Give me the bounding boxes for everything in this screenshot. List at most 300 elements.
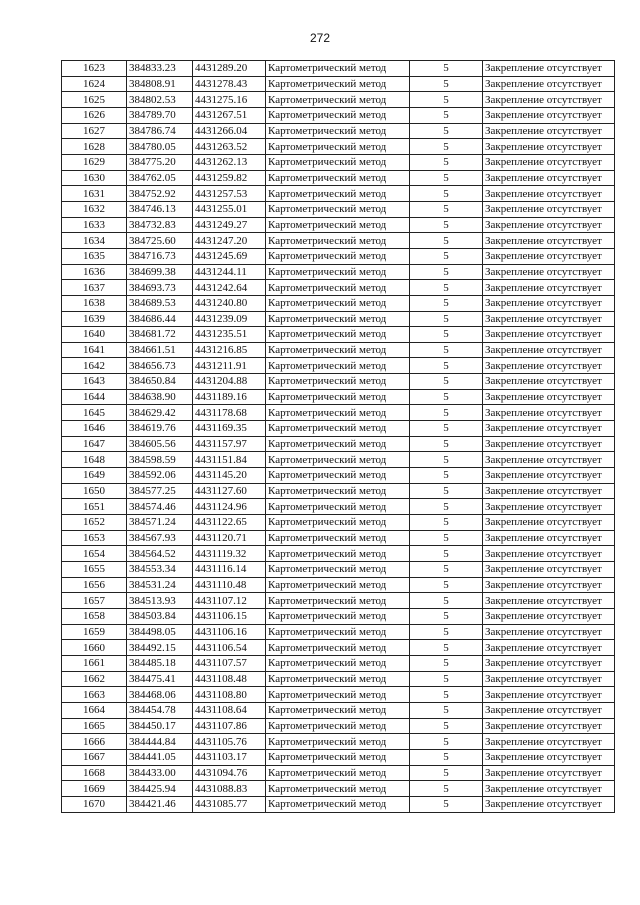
coordinate-x-cell: 384492.15 — [127, 640, 193, 656]
coordinate-x-cell: 384629.42 — [127, 405, 193, 421]
fixing-description-cell: Закрепление отсутствует — [483, 358, 615, 374]
point-number-cell: 1665 — [62, 718, 127, 734]
accuracy-cell: 5 — [410, 76, 483, 92]
method-cell: Картометрический метод — [266, 405, 410, 421]
table-row — [62, 327, 615, 343]
accuracy-cell: 5 — [410, 671, 483, 687]
coordinate-x-cell: 384577.25 — [127, 483, 193, 499]
fixing-description-cell: Закрепление отсутствует — [483, 687, 615, 703]
coordinate-x-cell: 384553.34 — [127, 562, 193, 578]
coordinate-y-cell: 4431124.96 — [193, 499, 266, 515]
method-cell: Картометрический метод — [266, 530, 410, 546]
table-row — [62, 796, 615, 812]
coordinate-y-cell: 4431108.64 — [193, 702, 266, 718]
accuracy-cell: 5 — [410, 264, 483, 280]
accuracy-cell: 5 — [410, 530, 483, 546]
coordinate-y-cell: 4431275.16 — [193, 92, 266, 108]
point-number-cell: 1659 — [62, 624, 127, 640]
coordinate-y-cell: 4431108.80 — [193, 687, 266, 703]
point-number-cell: 1648 — [62, 452, 127, 468]
fixing-description-cell: Закрепление отсутствует — [483, 452, 615, 468]
point-number-cell: 1670 — [62, 796, 127, 812]
table-row — [62, 593, 615, 609]
method-cell: Картометрический метод — [266, 655, 410, 671]
method-cell: Картометрический метод — [266, 295, 410, 311]
fixing-description-cell: Закрепление отсутствует — [483, 749, 615, 765]
coordinate-y-cell: 4431267.51 — [193, 107, 266, 123]
coordinate-x-cell: 384567.93 — [127, 530, 193, 546]
point-number-cell: 1628 — [62, 139, 127, 155]
point-number-cell: 1642 — [62, 358, 127, 374]
accuracy-cell: 5 — [410, 734, 483, 750]
fixing-description-cell: Закрепление отсутствует — [483, 217, 615, 233]
method-cell: Картометрический метод — [266, 749, 410, 765]
table-row — [62, 311, 615, 327]
table-row — [62, 749, 615, 765]
coordinate-y-cell: 4431257.53 — [193, 186, 266, 202]
method-cell: Картометрический метод — [266, 734, 410, 750]
coordinate-x-cell: 384699.38 — [127, 264, 193, 280]
method-cell: Картометрический метод — [266, 765, 410, 781]
coordinate-y-cell: 4431110.48 — [193, 577, 266, 593]
accuracy-cell: 5 — [410, 233, 483, 249]
method-cell: Картометрический метод — [266, 311, 410, 327]
point-number-cell: 1664 — [62, 702, 127, 718]
point-number-cell: 1655 — [62, 562, 127, 578]
accuracy-cell: 5 — [410, 436, 483, 452]
fixing-description-cell: Закрепление отсутствует — [483, 280, 615, 296]
coordinate-y-cell: 4431157.97 — [193, 436, 266, 452]
coordinate-x-cell: 384802.53 — [127, 92, 193, 108]
fixing-description-cell: Закрепление отсутствует — [483, 374, 615, 390]
table-row — [62, 107, 615, 123]
accuracy-cell: 5 — [410, 781, 483, 797]
coordinate-x-cell: 384725.60 — [127, 233, 193, 249]
method-cell: Картометрический метод — [266, 374, 410, 390]
coordinate-y-cell: 4431178.68 — [193, 405, 266, 421]
coordinate-x-cell: 384681.72 — [127, 327, 193, 343]
point-number-cell: 1626 — [62, 107, 127, 123]
accuracy-cell: 5 — [410, 749, 483, 765]
fixing-description-cell: Закрепление отсутствует — [483, 139, 615, 155]
point-number-cell: 1645 — [62, 405, 127, 421]
fixing-description-cell: Закрепление отсутствует — [483, 655, 615, 671]
fixing-description-cell: Закрепление отсутствует — [483, 671, 615, 687]
fixing-description-cell: Закрепление отсутствует — [483, 421, 615, 437]
coordinate-y-cell: 4431094.76 — [193, 765, 266, 781]
coordinate-x-cell: 384752.92 — [127, 186, 193, 202]
method-cell: Картометрический метод — [266, 562, 410, 578]
table-row — [62, 640, 615, 656]
accuracy-cell: 5 — [410, 217, 483, 233]
point-number-cell: 1634 — [62, 233, 127, 249]
table-row — [62, 217, 615, 233]
fixing-description-cell: Закрепление отсутствует — [483, 593, 615, 609]
fixing-description-cell: Закрепление отсутствует — [483, 483, 615, 499]
fixing-description-cell: Закрепление отсутствует — [483, 577, 615, 593]
coordinate-y-cell: 4431085.77 — [193, 796, 266, 812]
page-number: 272 — [309, 31, 331, 45]
coordinate-x-cell: 384564.52 — [127, 546, 193, 562]
fixing-description-cell: Закрепление отсутствует — [483, 546, 615, 562]
coordinate-x-cell: 384789.70 — [127, 107, 193, 123]
coordinate-y-cell: 4431255.01 — [193, 201, 266, 217]
fixing-description-cell: Закрепление отсутствует — [483, 248, 615, 264]
method-cell: Картометрический метод — [266, 76, 410, 92]
fixing-description-cell: Закрепление отсутствует — [483, 264, 615, 280]
coordinate-x-cell: 384433.00 — [127, 765, 193, 781]
table-row — [62, 233, 615, 249]
accuracy-cell: 5 — [410, 421, 483, 437]
fixing-description-cell: Закрепление отсутствует — [483, 295, 615, 311]
point-number-cell: 1666 — [62, 734, 127, 750]
point-number-cell: 1661 — [62, 655, 127, 671]
fixing-description-cell: Закрепление отсутствует — [483, 765, 615, 781]
method-cell: Картометрический метод — [266, 608, 410, 624]
method-cell: Картометрический метод — [266, 61, 410, 77]
point-number-cell: 1639 — [62, 311, 127, 327]
fixing-description-cell: Закрепление отсутствует — [483, 123, 615, 139]
point-number-cell: 1640 — [62, 327, 127, 343]
coordinate-y-cell: 4431105.76 — [193, 734, 266, 750]
table-row — [62, 436, 615, 452]
fixing-description-cell: Закрепление отсутствует — [483, 515, 615, 531]
accuracy-cell: 5 — [410, 562, 483, 578]
table-row — [62, 655, 615, 671]
method-cell: Картометрический метод — [266, 640, 410, 656]
coordinate-x-cell: 384531.24 — [127, 577, 193, 593]
coordinate-x-cell: 384421.46 — [127, 796, 193, 812]
point-number-cell: 1669 — [62, 781, 127, 797]
fixing-description-cell: Закрепление отсутствует — [483, 796, 615, 812]
point-number-cell: 1656 — [62, 577, 127, 593]
method-cell: Картометрический метод — [266, 452, 410, 468]
point-number-cell: 1644 — [62, 389, 127, 405]
accuracy-cell: 5 — [410, 452, 483, 468]
accuracy-cell: 5 — [410, 327, 483, 343]
point-number-cell: 1647 — [62, 436, 127, 452]
accuracy-cell: 5 — [410, 468, 483, 484]
table-row — [62, 718, 615, 734]
accuracy-cell: 5 — [410, 389, 483, 405]
table-row — [62, 342, 615, 358]
accuracy-cell: 5 — [410, 577, 483, 593]
coordinate-y-cell: 4431119.32 — [193, 546, 266, 562]
accuracy-cell: 5 — [410, 123, 483, 139]
coordinate-y-cell: 4431107.57 — [193, 655, 266, 671]
method-cell: Картометрический метод — [266, 342, 410, 358]
coordinate-y-cell: 4431242.64 — [193, 280, 266, 296]
accuracy-cell: 5 — [410, 374, 483, 390]
point-number-cell: 1637 — [62, 280, 127, 296]
table-row — [62, 61, 615, 77]
method-cell: Картометрический метод — [266, 170, 410, 186]
coordinate-y-cell: 4431247.20 — [193, 233, 266, 249]
accuracy-cell: 5 — [410, 718, 483, 734]
accuracy-cell: 5 — [410, 92, 483, 108]
point-number-cell: 1650 — [62, 483, 127, 499]
fixing-description-cell: Закрепление отсутствует — [483, 702, 615, 718]
point-number-cell: 1646 — [62, 421, 127, 437]
coordinate-y-cell: 4431240.80 — [193, 295, 266, 311]
table-row — [62, 515, 615, 531]
coordinate-y-cell: 4431216.85 — [193, 342, 266, 358]
method-cell: Картометрический метод — [266, 389, 410, 405]
fixing-description-cell: Закрепление отсутствует — [483, 608, 615, 624]
method-cell: Картометрический метод — [266, 248, 410, 264]
table-row — [62, 781, 615, 797]
coordinate-x-cell: 384503.84 — [127, 608, 193, 624]
coordinate-y-cell: 4431211.91 — [193, 358, 266, 374]
method-cell: Картометрический метод — [266, 702, 410, 718]
coordinate-x-cell: 384475.41 — [127, 671, 193, 687]
coordinate-x-cell: 384592.06 — [127, 468, 193, 484]
fixing-description-cell: Закрепление отсутствует — [483, 76, 615, 92]
coordinate-x-cell: 384656.73 — [127, 358, 193, 374]
table-row — [62, 154, 615, 170]
point-number-cell: 1667 — [62, 749, 127, 765]
coordinate-y-cell: 4431106.16 — [193, 624, 266, 640]
coordinate-x-cell: 384574.46 — [127, 499, 193, 515]
coordinate-y-cell: 4431107.86 — [193, 718, 266, 734]
coordinate-y-cell: 4431122.65 — [193, 515, 266, 531]
table-row — [62, 186, 615, 202]
accuracy-cell: 5 — [410, 186, 483, 202]
table-row — [62, 248, 615, 264]
coordinate-x-cell: 384686.44 — [127, 311, 193, 327]
point-number-cell: 1625 — [62, 92, 127, 108]
table-row — [62, 421, 615, 437]
coordinate-x-cell: 384441.05 — [127, 749, 193, 765]
table-row — [62, 702, 615, 718]
method-cell: Картометрический метод — [266, 718, 410, 734]
table-row — [62, 405, 615, 421]
point-number-cell: 1627 — [62, 123, 127, 139]
table-row — [62, 483, 615, 499]
method-cell: Картометрический метод — [266, 546, 410, 562]
coordinate-x-cell: 384450.17 — [127, 718, 193, 734]
point-number-cell: 1641 — [62, 342, 127, 358]
accuracy-cell: 5 — [410, 593, 483, 609]
fixing-description-cell: Закрепление отсутствует — [483, 734, 615, 750]
fixing-description-cell: Закрепление отсутствует — [483, 530, 615, 546]
accuracy-cell: 5 — [410, 201, 483, 217]
point-number-cell: 1624 — [62, 76, 127, 92]
accuracy-cell: 5 — [410, 107, 483, 123]
point-number-cell: 1657 — [62, 593, 127, 609]
method-cell: Картометрический метод — [266, 280, 410, 296]
coordinate-x-cell: 384638.90 — [127, 389, 193, 405]
point-number-cell: 1663 — [62, 687, 127, 703]
method-cell: Картометрический метод — [266, 154, 410, 170]
coordinate-x-cell: 384619.76 — [127, 421, 193, 437]
table-row — [62, 295, 615, 311]
method-cell: Картометрический метод — [266, 358, 410, 374]
point-number-cell: 1651 — [62, 499, 127, 515]
coordinate-x-cell: 384689.53 — [127, 295, 193, 311]
fixing-description-cell: Закрепление отсутствует — [483, 640, 615, 656]
accuracy-cell: 5 — [410, 295, 483, 311]
table-row — [62, 765, 615, 781]
fixing-description-cell: Закрепление отсутствует — [483, 170, 615, 186]
point-number-cell: 1660 — [62, 640, 127, 656]
coordinate-y-cell: 4431088.83 — [193, 781, 266, 797]
coordinate-y-cell: 4431127.60 — [193, 483, 266, 499]
fixing-description-cell: Закрепление отсутствует — [483, 718, 615, 734]
table-row — [62, 468, 615, 484]
coordinate-y-cell: 4431145.20 — [193, 468, 266, 484]
fixing-description-cell: Закрепление отсутствует — [483, 107, 615, 123]
coordinate-y-cell: 4431103.17 — [193, 749, 266, 765]
coordinate-y-cell: 4431262.13 — [193, 154, 266, 170]
accuracy-cell: 5 — [410, 311, 483, 327]
method-cell: Картометрический метод — [266, 217, 410, 233]
fixing-description-cell: Закрепление отсутствует — [483, 327, 615, 343]
fixing-description-cell: Закрепление отсутствует — [483, 233, 615, 249]
coordinate-x-cell: 384598.59 — [127, 452, 193, 468]
coordinate-y-cell: 4431189.16 — [193, 389, 266, 405]
point-number-cell: 1632 — [62, 201, 127, 217]
coordinates-table — [61, 60, 615, 813]
method-cell: Картометрический метод — [266, 92, 410, 108]
accuracy-cell: 5 — [410, 515, 483, 531]
fixing-description-cell: Закрепление отсутствует — [483, 186, 615, 202]
method-cell: Картометрический метод — [266, 201, 410, 217]
accuracy-cell: 5 — [410, 342, 483, 358]
coordinate-x-cell: 384746.13 — [127, 201, 193, 217]
coordinate-x-cell: 384513.93 — [127, 593, 193, 609]
coordinate-y-cell: 4431259.82 — [193, 170, 266, 186]
coordinate-x-cell: 384780.05 — [127, 139, 193, 155]
method-cell: Картометрический метод — [266, 796, 410, 812]
point-number-cell: 1623 — [62, 61, 127, 77]
accuracy-cell: 5 — [410, 655, 483, 671]
table-row — [62, 123, 615, 139]
coordinate-x-cell: 384571.24 — [127, 515, 193, 531]
table-row — [62, 562, 615, 578]
accuracy-cell: 5 — [410, 139, 483, 155]
coordinate-y-cell: 4431106.15 — [193, 608, 266, 624]
coordinate-x-cell: 384454.78 — [127, 702, 193, 718]
fixing-description-cell: Закрепление отсутствует — [483, 436, 615, 452]
coordinate-y-cell: 4431263.52 — [193, 139, 266, 155]
table-row — [62, 546, 615, 562]
table-row — [62, 530, 615, 546]
accuracy-cell: 5 — [410, 154, 483, 170]
point-number-cell: 1636 — [62, 264, 127, 280]
fixing-description-cell: Закрепление отсутствует — [483, 405, 615, 421]
accuracy-cell: 5 — [410, 640, 483, 656]
table-row — [62, 577, 615, 593]
coordinate-y-cell: 4431120.71 — [193, 530, 266, 546]
point-number-cell: 1649 — [62, 468, 127, 484]
fixing-description-cell: Закрепление отсутствует — [483, 499, 615, 515]
accuracy-cell: 5 — [410, 483, 483, 499]
coordinate-y-cell: 4431116.14 — [193, 562, 266, 578]
point-number-cell: 1630 — [62, 170, 127, 186]
coordinate-x-cell: 384661.51 — [127, 342, 193, 358]
accuracy-cell: 5 — [410, 61, 483, 77]
coordinate-x-cell: 384716.73 — [127, 248, 193, 264]
method-cell: Картометрический метод — [266, 671, 410, 687]
table-row — [62, 92, 615, 108]
point-number-cell: 1631 — [62, 186, 127, 202]
table-row — [62, 499, 615, 515]
coordinate-y-cell: 4431266.04 — [193, 123, 266, 139]
coordinate-y-cell: 4431107.12 — [193, 593, 266, 609]
accuracy-cell: 5 — [410, 624, 483, 640]
table-row — [62, 264, 615, 280]
coordinate-x-cell: 384808.91 — [127, 76, 193, 92]
coordinate-y-cell: 4431278.43 — [193, 76, 266, 92]
fixing-description-cell: Закрепление отсутствует — [483, 389, 615, 405]
method-cell: Картометрический метод — [266, 139, 410, 155]
table-row — [62, 170, 615, 186]
method-cell: Картометрический метод — [266, 483, 410, 499]
coordinate-y-cell: 4431169.35 — [193, 421, 266, 437]
method-cell: Картометрический метод — [266, 421, 410, 437]
method-cell: Картометрический метод — [266, 515, 410, 531]
coordinate-y-cell: 4431244.11 — [193, 264, 266, 280]
accuracy-cell: 5 — [410, 248, 483, 264]
coordinate-x-cell: 384693.73 — [127, 280, 193, 296]
fixing-description-cell: Закрепление отсутствует — [483, 781, 615, 797]
coordinate-y-cell: 4431289.20 — [193, 61, 266, 77]
method-cell: Картометрический метод — [266, 123, 410, 139]
coordinate-x-cell: 384732.83 — [127, 217, 193, 233]
accuracy-cell: 5 — [410, 702, 483, 718]
table-row — [62, 280, 615, 296]
method-cell: Картометрический метод — [266, 624, 410, 640]
method-cell: Картометрический метод — [266, 577, 410, 593]
accuracy-cell: 5 — [410, 170, 483, 186]
coordinate-x-cell: 384425.94 — [127, 781, 193, 797]
table-row — [62, 608, 615, 624]
table-row — [62, 358, 615, 374]
accuracy-cell: 5 — [410, 405, 483, 421]
coordinate-y-cell: 4431239.09 — [193, 311, 266, 327]
method-cell: Картометрический метод — [266, 264, 410, 280]
coordinate-y-cell: 4431235.51 — [193, 327, 266, 343]
method-cell: Картометрический метод — [266, 107, 410, 123]
coordinate-x-cell: 384444.84 — [127, 734, 193, 750]
method-cell: Картометрический метод — [266, 499, 410, 515]
table-row — [62, 687, 615, 703]
coordinate-x-cell: 384775.20 — [127, 154, 193, 170]
point-number-cell: 1668 — [62, 765, 127, 781]
fixing-description-cell: Закрепление отсутствует — [483, 154, 615, 170]
table-row — [62, 374, 615, 390]
fixing-description-cell: Закрепление отсутствует — [483, 61, 615, 77]
fixing-description-cell: Закрепление отсутствует — [483, 92, 615, 108]
fixing-description-cell: Закрепление отсутствует — [483, 201, 615, 217]
coordinate-x-cell: 384605.56 — [127, 436, 193, 452]
table-row — [62, 201, 615, 217]
fixing-description-cell: Закрепление отсутствует — [483, 624, 615, 640]
accuracy-cell: 5 — [410, 687, 483, 703]
coordinate-x-cell: 384485.18 — [127, 655, 193, 671]
fixing-description-cell: Закрепление отсутствует — [483, 562, 615, 578]
table-row — [62, 76, 615, 92]
table-row — [62, 139, 615, 155]
accuracy-cell: 5 — [410, 546, 483, 562]
coordinate-x-cell: 384650.84 — [127, 374, 193, 390]
table-body — [62, 61, 615, 813]
coordinate-y-cell: 4431245.69 — [193, 248, 266, 264]
method-cell: Картометрический метод — [266, 186, 410, 202]
coordinate-x-cell: 384762.05 — [127, 170, 193, 186]
accuracy-cell: 5 — [410, 608, 483, 624]
